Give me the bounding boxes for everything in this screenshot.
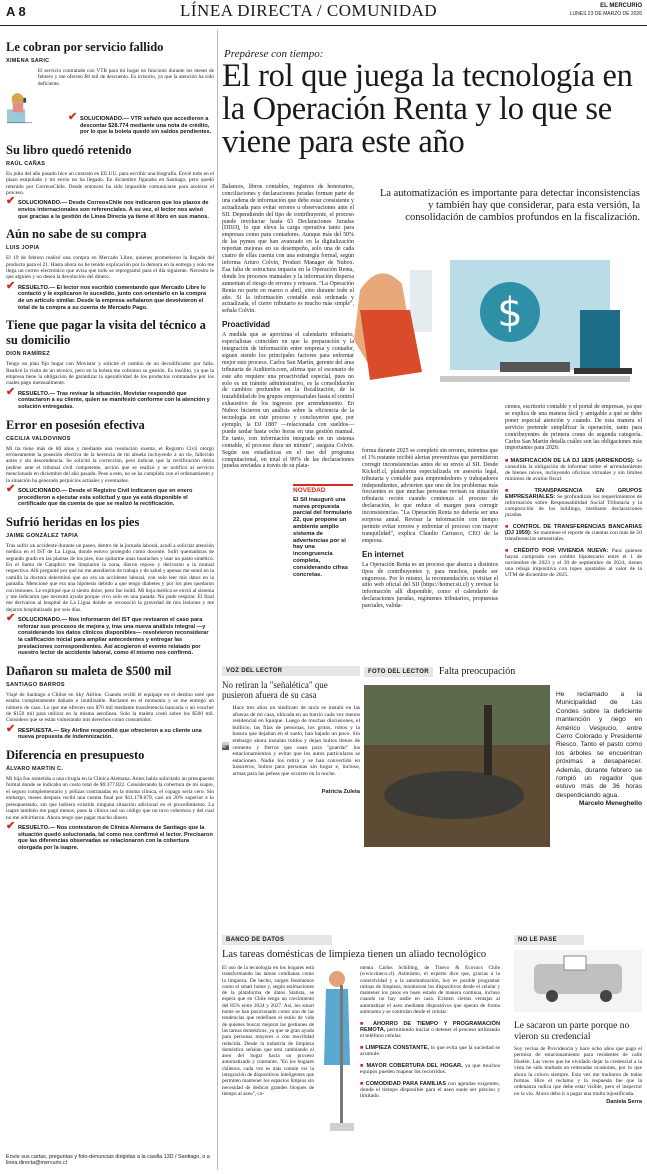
advantage-item: ■ MAYOR COBERTURA DEL HOGAR, ya que muchos equipos pueden mapear los recorridos. bbox=[360, 1063, 500, 1075]
complaint-author: LUIS JOPIA bbox=[6, 245, 40, 252]
complaint-title: Dañaron su maleta de $500 mil bbox=[6, 663, 172, 678]
complaint-response: ✔ SOLUCIONADO.— Desde el Registro Civil indicaron que en enero procedieron a ejecutar esta solicitud y que ya está disponible el certificado que da cuenta de que se realizó la rectificación. bbox=[6, 488, 214, 508]
complaint-body: Tengo un plan fijo hogar con Movistar y solicité el cambio de un decodificador por falla. Realicé la visita de un técnico, pero en la boleta me cobraron su gestión. Es insólito, ya que la empresa tiene la obligación de garantizar la operatividad de los productos contratados por los cuales pago mensualmente. bbox=[6, 361, 214, 387]
svg-text:$: $ bbox=[497, 290, 523, 336]
complaint-title: Sufrió heridas en los pies bbox=[6, 514, 140, 529]
complaint-response: ✔ RESUELTO.— Tras revisar la situación, Movistar respondió que contactaron a su cliente, quien se manifestó conforme con la atención y solución entregadas. bbox=[6, 391, 214, 411]
box-title: Las tareas domésticas de limpieza tienen un aliado tecnológico bbox=[222, 949, 487, 960]
complaint-author: XIMENA SARIC bbox=[6, 58, 50, 64]
no-le-pase-box bbox=[514, 935, 642, 1174]
complaint-title: Error en posesión efectiva bbox=[6, 417, 145, 432]
complaint-response: ✔ SOLUCIONADO.— Nos informaron del IST que revisaron el caso para reforzar sus procesos de mejora y, tras una nueva análisis integral —y considerando los datos clínicos disponibles— resolvieron reconsiderar la calificación inicial para ampliar antecedentes y entregar las prestaciones correspondientes. Así acogieron el evento relatado por nuestro lector de accidente laboral, como él mismo nos confirmó. bbox=[6, 617, 214, 657]
box-label: NO LE PASE bbox=[514, 935, 584, 945]
box-title: No retiran la "señalética" que pusieron afuera de su casa bbox=[222, 680, 328, 700]
complaint-response: ✔ SOLUCIONADO.— Desde CorreosChile nos indicaron que los plazos de envíos internacionales son referenciales. A su vez, el lector nos avisó que gracias a la gestión de Línea Directa ya tiene el libro en sus manos. bbox=[6, 200, 214, 220]
complaint-author: SANTIAGO BARROS bbox=[6, 681, 65, 688]
article-paragraph: A medida que se aproxima el calendario tributario, especialistas coinciden en que la preparación y la integración de información entre empresa y contador, siguen siendo los principales factores para enfrentar mejor este proceso. Carlos San Martín, gerente del área tributaria de Auditoris.com, afirma que el escenario de este año requiere una proactividad especial, pues no solo es un trámite administrativo, es la consolidación de cambios profundos en la fiscalización, de la trazabilidad de los grupos empresariales hasta el control exhaustivo de los ingresos por arrendamiento. En Nubox hicieron un análisis sobre la eficiencia de la tecnología en este proceso y concluyeron que, por ejemplo, la DJ 1887 —relacionada con sueldos— puede tardar hasta ocho horas en una gestión manual. En tanto, con información integrada en un sistema contable, el proceso dura un minuto", asegura Colvin. Según sus estadísticas en el uso del programa computacional, en total el 99% de las declaraciones juradas enviadas a través de su plata- bbox=[222, 332, 355, 470]
complaint-body: Tras sufrir un accidente durante un paseo, dentro de la jornada laboral, acudí a solicitar atención médica en el IST de La Ligua, donde estuvo protegido como docente. Sufrí quemaduras de segundo grado en las plantas de los pies, tras quitarme unas huaraches y usar un pasto sintético. En el Samu de Catapilco me limpiaron la zona, dieron reposo y derivaron a la mutual respectiva. Allí pregunté por qué no me atendieron de trabajo y de salud y apenas me sentó en la camilla la doctora determinó que no era un accidente laboral, con solo leer mis datos en la pantalla. Mencioné que era una hipótesis debido a que tengo diabetes y por los pies quedaron con lesiones. Le expliqué que si siento dolor, pero fue inútil. Mi hoja médica se envió al sistema y me indicaron que necesitó ayuda porque vivo solo en una pasada. No pude respirar. El final me derivaron al hospital de La Ligua donde se reconoció la gravedad de mis lesiones y me dejaron hospitalizado por seis días. bbox=[6, 542, 214, 613]
article-headline: El rol que juega la tecnología en la Operación Renta y lo que se viene para este año bbox=[222, 58, 633, 160]
box-body-2: menta Carlos Schilling, de Tineco & Ecovacs Chile (www.tineco.cl). Asimismo, el experto dice que, gracias a la conectividad y a la automatización, hoy es posible programar rutinas de limpieza, monitorear los dispositivos desde el celular y mantener los pisos en buen estado de manera continua, incluso cuando no hay nadie en casa. Existen ciertas ventajas al automatizar el aseo mediante dispositivos que operan de forma autónoma y se controlan desde el celular: ■ AHORRO DE TIEMPO Y PROGRAMACIÓN REMOTA, permitiendo iniciar o detener el proceso utilizando el teléfono celular. ■ LIMPIEZA CONSTANTE, lo que evita que la suciedad se acumule. ■ MAYOR COBERTURA DEL HOGAR, ya que muchos equipos pueden mapear los recorridos. ■ COMODIDAD PARA FAMILIAS con agendas exigentes, donde el tiempo disponible para el aseo suele ser preciso y limitado. bbox=[360, 965, 500, 1165]
complaint-body: Mi hija fue sometida a una cirugía en la Clínica Alemana. Antes había solicitado un presupuesto formal donde se indicaba un costo total de $9.377.822. Considerando la cobertura de mi isapre, el seguro complementario y pólizas contratadas en la misma clínica, el copago sería cero. Sin embargo, meses después recibí una cuenta final por $11.178.679, casi un 20% superior a lo presupuestado, sin que hubiera existido ninguna situación adicional en el procedimiento. La isapre también me pagó menos, pues la clínica usó un código que no tuvo cobertura y del cual no me advirtieron. Ahora tengo que pagar mucho dinero. bbox=[6, 776, 214, 821]
article-paragraph: La Operación Renta es un proceso que abarca a distintos tipos de contribuyentes y, para muchos, puede ser engorroso. Por lo mismo, la recomendación es visitar el sitio web oficial del SII (https://homer.sii.cl) y revisar la información allí disponible, como el calendario de declaraciones juradas, regímenes tributarios, propuestas parciales, valida- bbox=[362, 561, 498, 610]
complaint-body: En julio del año pasado hice un contrato en EE.UU. para escribir una biografía. Envié todo en el plazo estipulado y mi envío no ha llegado. En diciembre figuraba en Santiago, pero quedó retenido por CorreosChile. Desde entonces ha sido imposible comunicarse para acelerar el proceso. bbox=[6, 170, 214, 196]
box-title: Falta preocupación bbox=[438, 666, 516, 677]
obligation-item: ■ CRÉDITO POR VIVIENDA NUEVA: Para quienes hayan comprado con crédito hipotecario entre el 1 de noviembre de 2023 y el 30 de septiembre de 2024, tienen una rebaja impositiva con topes ajustados al valor de la UTM de diciembre de 2025. bbox=[505, 548, 642, 578]
column-divider bbox=[217, 30, 218, 1170]
box-signature: Daniela Serra bbox=[606, 1099, 642, 1106]
obligation-item: ■ TRANSPARENCIA EN GRUPOS EMPRESARIALES: Se profundizan los requerimientos de información sobre Responsabilidad Social Tributaria y la composición de los holdings, mediante declaraciones juradas. bbox=[505, 488, 642, 518]
box-body: El uso de la tecnología en los hogares está transformando las tareas cotidianas como la limpieza. De hecho, surgen fenómenos como el smart home y, según estimaciones de la plataforma de datos Statista, se espera que en Chile tenga un crecimiento del 85% entre 2024 y 2027. Así, los smart home se han posicionado como uno de las tendencias que redefinen el estilo de vida de quienes buscar mejorar las gestiones de las tareas domésticas, ya que se gran ayuda para personas mayores o con movilidad reducida. Desde la industria de limpieza doméstica señalan que está cambiando el aseo del hogar hacia un proceso automatizado y constante. "En los hogares chilenos, cada vez es más común ver la integración de dispositivos inteligentes que permiten mantener los espacios limpios sin necesidad de dedicar grandes bloques de tiempo al aseo", co- bbox=[222, 965, 314, 1097]
complaint-body: El servicio contratado con VTR para mi hogar no funcionó durante los meses de febrero y me ofrecen $8 mil de descuento. Es irrisorio, ya que la atención ha sido deficiente. bbox=[37, 68, 214, 87]
complaint-body: El 19 de febrero realicé una compra en Mercado Libre, quienes prometieron la llegada del producto para el 21. Hasta ahora no he tenido explicación por la demora en la entrega y solo me llega un correo electrónico que avisa que todo se reprogramó para el día siguiente. Necesito le que alguien y no desea la devolución del dinero. bbox=[6, 255, 214, 281]
box-signature: Marcelo Meneghello bbox=[578, 800, 642, 808]
box-title: Le sacaron un parte porque no vieron su credencial bbox=[514, 1021, 630, 1042]
box-body: Hace tres años un sindicato de taxis se instaló en las afueras de mi casa, ubicada en un barrio cada vez menos residencial en Iquique. Luego de muchas discusiones, el bullicio, las filas de personas, los gritos, robos y la basura que dejaban en el suelo, han bajado un poco. Sin embargo ahora instalan toldos y dejan bultos llenos de cemento y fierros que usan para "guardar" los estacionamientos y evitar que los autos particulares se estacionen. Nadie los retira y se han convertido en basureros, bultos para personas sin hogar e, incluso, armas para las peleas que ocurren en la noche. bbox=[232, 705, 360, 777]
article-column-2 bbox=[362, 448, 498, 610]
complaint-title: Le cobran por servicio fallido bbox=[6, 40, 164, 54]
newspaper-brand: EL MERCURIO bbox=[600, 3, 642, 9]
complaint-3 bbox=[6, 227, 214, 311]
box-label: VOZ DEL LECTOR bbox=[222, 666, 360, 676]
complaint-author: DION RAMÍREZ bbox=[6, 351, 50, 358]
box-body: Soy vecina de Providencia y hace ocho años que pago el permiso de estacionamiento para residentes de calle Huelén. Las veces que he olvidado dejar la credencial a la vista he sido multada en reiteradas ocasiones, por lo que ahora la coloco siempre. Esta vez me multaron de todas formas. Hice el reclamo y la respuesta fue que la ordenanza indica que debe estar visible, pero el inspector no la vio. Ahora debo ir a pagar una multa injustificada. bbox=[514, 1046, 642, 1097]
box-signature: Patricia Zuleta bbox=[321, 789, 360, 795]
complaint-author: CECILIA VALDOVINOS bbox=[6, 435, 71, 442]
box-label: FOTO DEL LECTOR bbox=[364, 667, 433, 677]
complaint-7 bbox=[6, 664, 214, 741]
contact-footer: Envíe sus cartas, preguntas y foto-denuncias dirigidas a la casilla 13D / Santiago, o a linea.directa@mercurio.cl bbox=[6, 1154, 216, 1167]
article-subheading: En internet bbox=[362, 549, 404, 559]
woman-phone-illustration bbox=[6, 68, 34, 146]
advantage-item: ■ COMODIDAD PARA FAMILIAS con agendas exigentes, donde el tiempo disponible para el aseo suele ser preciso y limitado. bbox=[360, 1081, 500, 1099]
issue-date: LUNES 23 DE MARZO DE 2026 bbox=[569, 11, 642, 17]
complaint-title: Aún no sabe de su compra bbox=[6, 227, 147, 242]
complaint-author: ÁLVARO MARTIN C. bbox=[6, 766, 64, 773]
page-number: A 8 bbox=[6, 4, 26, 19]
banco-de-datos-box bbox=[222, 935, 500, 1174]
complaint-response: ✔ RESUELTO.— El lector nos escribió comentando que Mercado Libre lo contactó y le explicaron lo sucedido, junto con orientarlo en la compra de un artículo similar. Desde la empresa señalaron que devolvieron el total de la compra a su cuenta de Mercado Pago. bbox=[6, 285, 214, 311]
article-column-3 bbox=[505, 404, 642, 578]
box-label: BANCO DE DATOS bbox=[222, 935, 332, 945]
obligation-item: ■ MASIFICACIÓN DE LA DJ 1835 (ARRIENDOS): Se consolida la obligación de informar sobre el arrendamiento de bienes raíces, incluyendo oficinas virtuales y sin límites mínimos de avalúo fiscal. bbox=[505, 458, 642, 482]
complaint-author: RAÚL CAÑAS bbox=[6, 160, 46, 167]
advantage-item: ■ AHORRO DE TIEMPO Y PROGRAMACIÓN REMOTA, permitiendo iniciar o detener el proceso utilizando el teléfono celular. bbox=[360, 1021, 500, 1039]
novedad-text: El SII inauguró una nueva propuesta parcial del formulario 22, que propone un ambiente amplio sistema de advertencias por si hay una incongruencia completa, considerando cifras concretas. bbox=[293, 496, 352, 578]
complaint-5 bbox=[6, 418, 214, 508]
complaint-response: ✔ SOLUCIONADO.— VTR señaló que accedieron a descontar $28.774 mediante una nota de crédito, por lo que la boleta quedó sin saldos pendientes. bbox=[68, 116, 214, 136]
article-column-1 bbox=[222, 184, 354, 470]
parking-ticket-illustration bbox=[514, 950, 642, 1012]
complaint-4 bbox=[6, 318, 214, 410]
section-title: LÍNEA DIRECTA / COMUNIDAD bbox=[180, 1, 438, 20]
complaint-title: Su libro quedó retenido bbox=[6, 142, 132, 157]
advantage-item: ■ LIMPIEZA CONSTANTE, lo que evita que la suciedad se acumule. bbox=[360, 1045, 500, 1057]
article-paragraph: Balances, libros contables, registros de honorarios, conciliaciones y declaraciones juradas forman parte de una cadena de información que debe estar consistente y actualizada para evitar errores u observaciones ante el SII. Dependiendo del tipo de contribuyente, el proceso puede involucrar hasta 63 Declaraciones Juradas (DDJJ), lo que eleva la carga operativa tanto para empresas como para contadores. Aunque más del 50% de las pymes que han avanzado en la digitalización reportan mejoras en su desempeño, solo una de cada cuatro de ellas cuenta con una estrategia formal, según informa Arturo Colvin, Product Manager de Nubox. Esa falta de estructura impacta en la Operación Renta, donde los procesos manuales y la información dispersa aumentan el riesgo de errores y retrasos. "La Operación Renta no parte en marzo o abril, sino durante todo el año. Si la información contable está ordenada y actualizada, el cierre tributario es mucho más simple", señala Colvin. bbox=[222, 184, 354, 315]
box-body: He reclamado a la Municipalidad de Las Condes sobre la deficiente mantención y riego en Américo Vespucio, entre Cerro Colorado y Presidente Riesco. Tanto el pasto como los árboles se encuentran próximas a desaparecer. Además, durante febrero se rompió un regador que estuvo más de 36 horas desperdiciando agua. bbox=[556, 691, 642, 799]
complaint-author: JAIME GONZÁLEZ TAPIA bbox=[6, 532, 79, 539]
header-rule bbox=[0, 25, 647, 26]
complaint-8 bbox=[6, 748, 214, 851]
complaint-title: Diferencia en presupuesto bbox=[6, 748, 145, 763]
complaint-response: ✔ RESUELTO.— Nos contestaron de Clínica Alemana de Santiago que la situación quedó solucionada, tal como nos confirmó el lector. Precisaron que las diferencias observadas se relacionaron con la cobertura otorgada por la isapre. bbox=[6, 825, 214, 851]
complaint-6 bbox=[6, 515, 214, 657]
complaint-title: Tiene que pagar la visita del técnico a su domicilio bbox=[6, 318, 206, 348]
voz-del-lector-box bbox=[222, 666, 360, 924]
novedad-label: NOVEDAD bbox=[293, 487, 326, 494]
tax-illustration bbox=[350, 250, 642, 400]
novedad-box bbox=[293, 484, 353, 578]
article-kicker: Prepárese con tiempo: bbox=[224, 48, 324, 60]
complaint-2 bbox=[6, 143, 214, 220]
article-pullquote: La automatización es importante para detectar inconsistencias y también hay que considerar, para esta versión, la consolidación de cambios profundos en la fiscalización. bbox=[379, 188, 640, 223]
complaint-body: Viajé de Santiago a Chiloé en Sky Airline. Cuando recibí el equipaje en el destino noté que estaba completamente dañado e inutilizable. Reclamé en el momento y se me entregó un número de caso. Lo que me ofrecen son $70 mil mediante transferencia bancaria o un voucher de $150 mil para utilizar en la misma aerolínea. Solo la maleta costó sobre los $500 mil. Considero que se están vulnerando mis derechos como consumidor. bbox=[6, 691, 214, 724]
street-photo bbox=[222, 705, 229, 787]
complaint-body: Mi tía tiene más de 80 años y mediante una resolución exenta, el Registro Civil otorgó erróneamente la posesión efectiva de la herencia de mi abuela incluyendo a un tío, fallecido antes y sin descendencia. Se solicitó la corrección, pero indican que la rectificación debía pedirse ante el tribunal civil competente, acción que se realizó y se notificó al servicio mencionado en diciembre del año pasado. Pese a esto, no se ha cumplido con el ordenamiento y la situación ha generado perjuicios actuales y eventuales. bbox=[6, 445, 214, 484]
article-subheading: Proactividad bbox=[222, 320, 271, 330]
complaint-response: ✔ RESPUESTA.— Sky Airline respondió que ofrecieron a su cliente una nueva propuesta de indemnización. bbox=[6, 728, 214, 741]
cleaning-woman-illustration bbox=[318, 965, 356, 1165]
obligation-item: ■ CONTROL DE TRANSFERENCIAS BANCARIAS (DJ 1959): Se mantiene el reporte de cuentas con más de 50 transferencias semestrales. bbox=[505, 524, 642, 542]
reader-complaints-column bbox=[6, 36, 214, 1174]
reader-photo bbox=[364, 685, 550, 847]
complaint-1 bbox=[6, 40, 214, 136]
foto-del-lector-text bbox=[556, 691, 642, 809]
article-paragraph: ciones, escritorio contable y el portal de empresas, ya que se explica de una manera fácil y amigable a qué se debe poner especial atención y cuándo. De esta manera el servicio pretende simplificar la operación, tanto para contribuyentes de primera como de segunda categoría. Carlos San Martín detalla cuáles son las obligaciones más importantes para 2026: bbox=[505, 404, 642, 452]
article-paragraph: forma durante 2025 se completó sin errores, mientras que el 1% restante recibió alertas preventivas que permitieron corregir inconsistencias antes de su envío al SII. Desde Kickoff.cl, plataforma especializada en asesoría legal, tributaria y contable para emprendedores y trabajadores independientes, advierten que uno de los problemas más frecuentes es que muchas personas revisan su situación tributaria recién cuando comienza el proceso de declaración, lo que reduce el margen para corregir inconsistencias. "La Operación Renta no debería ser una sorpresa anual. Revisar la información con tiempo permite evitar errores y enfrentar el proceso con mayor tranquilidad", explica Claudio Carrasco, CEO de la empresa. bbox=[362, 448, 498, 544]
